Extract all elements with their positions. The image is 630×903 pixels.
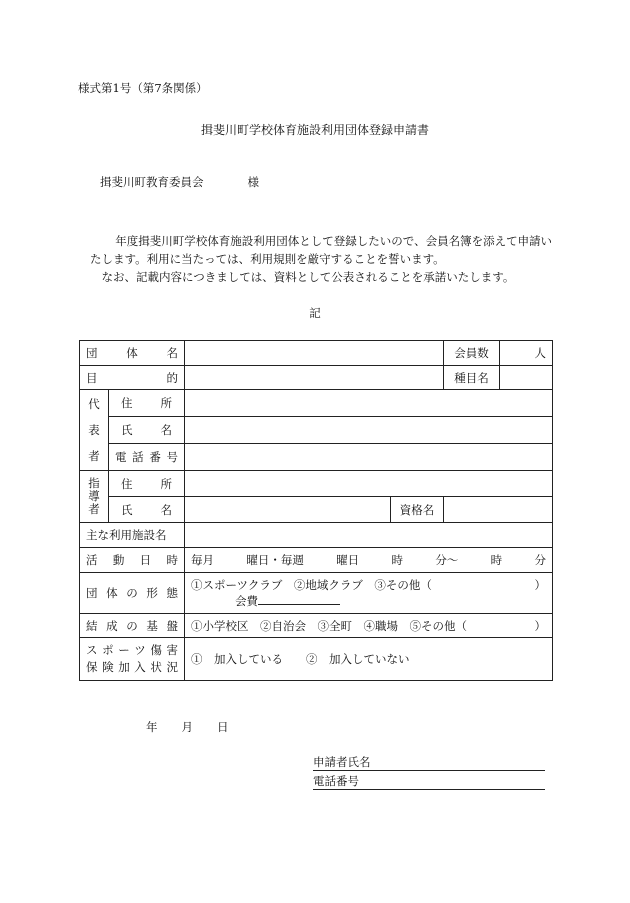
- body-paragraph-1: 年度揖斐川町学校体育施設利用団体として登録したいので、会員名簿を添えて申請いたします。利用に当たっては、利用規則を厳守することを誓います。: [90, 234, 553, 266]
- label-char: 毎月: [191, 553, 214, 567]
- label-char: の: [126, 586, 138, 600]
- label-char: 月: [181, 720, 193, 734]
- label-char: 氏: [121, 423, 133, 437]
- label-char: 名: [160, 423, 172, 437]
- field-rep-address[interactable]: [185, 390, 553, 417]
- label-char: 保: [86, 660, 98, 674]
- label-char: 団: [86, 586, 98, 600]
- field-group-name[interactable]: [185, 341, 444, 366]
- label-char: 体: [126, 346, 138, 360]
- label-char: 分: [534, 553, 546, 567]
- addressee-name: 揖斐川町教育委員会: [100, 175, 204, 189]
- label-char: 盤: [166, 618, 178, 633]
- row-group-name: [80, 341, 553, 366]
- label-char: 加: [118, 660, 130, 674]
- label-char: 代: [88, 397, 100, 411]
- date-line: [146, 719, 229, 735]
- body-paragraph-2: なお、記載内容につきましては、資料として公表されることを承諾いたします。: [101, 270, 515, 284]
- label-char: ー: [118, 643, 130, 657]
- label-rep-name: [109, 417, 185, 444]
- ki-heading: 記: [309, 306, 321, 320]
- field-insurance[interactable]: [185, 638, 553, 681]
- label-char: ツ: [134, 643, 146, 657]
- row-rep-address: [80, 390, 553, 417]
- label-char: 目: [86, 370, 98, 385]
- label-char: 基: [146, 618, 158, 633]
- field-main-facility[interactable]: [185, 523, 553, 548]
- label-char: 住: [121, 476, 133, 491]
- applicant-name-label: 申請者氏名: [313, 755, 371, 769]
- membership-fee-line[interactable]: [258, 604, 340, 605]
- label-insurance: [80, 638, 185, 681]
- applicant-name-line[interactable]: [313, 755, 545, 771]
- label-char: 表: [88, 423, 100, 437]
- row-main-facility: [80, 523, 553, 548]
- row-insurance: [80, 638, 553, 681]
- row-inst-name: [80, 497, 553, 523]
- label-char: ス: [86, 643, 98, 657]
- label-char: 名: [160, 502, 172, 517]
- label-instructor: [80, 471, 109, 523]
- label-group-form: [80, 573, 185, 614]
- label-char: 者: [88, 502, 100, 516]
- label-char: 害: [166, 643, 178, 657]
- label-representative: [80, 390, 109, 471]
- label-qualification: 資格名: [391, 497, 444, 523]
- label-event-name: 種目名: [444, 366, 500, 389]
- field-inst-name[interactable]: [185, 497, 391, 523]
- label-char: 導: [88, 489, 100, 503]
- label-char: 曜日: [336, 553, 360, 567]
- label-rep-phone: [109, 444, 185, 471]
- label-activity: [80, 548, 185, 573]
- label-char: 号: [166, 450, 178, 464]
- group-form-options: ①スポーツクラブ ②地域クラブ ③その他（: [191, 578, 432, 592]
- label-char: 曜日・毎週: [246, 553, 304, 567]
- application-table: [79, 340, 553, 681]
- field-event-name[interactable]: [500, 366, 552, 389]
- member-count-cell: [444, 341, 553, 366]
- label-char: 険: [102, 660, 114, 674]
- label-char: ポ: [102, 643, 114, 657]
- label-char: 時: [166, 553, 178, 567]
- label-char: 話: [132, 450, 144, 464]
- field-rep-name[interactable]: [185, 417, 553, 444]
- row-purpose: [80, 366, 553, 390]
- label-char: 年: [146, 720, 158, 734]
- label-char: 形: [146, 586, 158, 600]
- formation-close: ）: [534, 618, 546, 633]
- field-rep-phone[interactable]: [185, 444, 553, 471]
- insurance-options: ① 加入している ② 加入していない: [191, 652, 410, 666]
- addressee-honorific: 様: [247, 175, 259, 189]
- row-formation: [80, 614, 553, 638]
- label-char: 時: [490, 553, 503, 567]
- member-unit: 人: [534, 346, 546, 360]
- field-inst-address[interactable]: [185, 471, 553, 497]
- applicant-phone-line[interactable]: [313, 774, 545, 790]
- label-char: 電: [115, 450, 127, 464]
- label-char: 分〜: [435, 553, 459, 567]
- label-char: 成: [106, 618, 118, 633]
- label-char: 日: [217, 720, 229, 734]
- row-inst-address: [80, 471, 553, 497]
- row-group-form: [80, 573, 553, 614]
- label-member-count: 会員数: [444, 341, 500, 365]
- field-purpose[interactable]: [185, 366, 444, 390]
- label-char: 結: [86, 618, 98, 633]
- label-char: 団: [86, 346, 98, 360]
- field-qualification[interactable]: [444, 497, 553, 523]
- label-char: 的: [166, 370, 178, 385]
- label-char: の: [126, 618, 138, 633]
- field-formation[interactable]: [185, 614, 553, 638]
- label-char: 時: [391, 553, 403, 567]
- row-activity: [80, 548, 553, 573]
- label-char: 日: [139, 553, 152, 567]
- label-char: 住: [121, 396, 133, 410]
- field-group-form[interactable]: [185, 573, 553, 614]
- label-formation: [80, 614, 185, 638]
- formation-options: ①小学校区 ②自治会 ③全町 ④職場 ⑤その他（: [191, 618, 467, 633]
- field-activity[interactable]: [185, 548, 553, 573]
- label-rep-address: [109, 390, 185, 417]
- form-number: 様式第1号（第7条関係）: [78, 81, 208, 95]
- event-name-cell: [444, 366, 553, 390]
- label-char: 状: [150, 660, 162, 674]
- addressee: [100, 174, 259, 190]
- label-char: 況: [166, 660, 178, 674]
- document-title: 揖斐川町学校体育施設利用団体登録申請書: [200, 123, 429, 137]
- label-char: 体: [106, 586, 118, 600]
- row-rep-phone: [80, 444, 553, 471]
- label-char: 活: [86, 553, 98, 567]
- label-purpose: [80, 366, 185, 390]
- field-member-count[interactable]: [500, 341, 552, 365]
- label-char: 入: [134, 660, 146, 674]
- label-char: 指: [88, 476, 100, 490]
- label-char: 氏: [121, 502, 133, 517]
- label-inst-address: [109, 471, 185, 497]
- membership-fee-label: 会費: [235, 594, 258, 608]
- label-char: 名: [166, 346, 178, 360]
- label-group-name: [80, 341, 185, 366]
- label-char: 傷: [150, 643, 162, 657]
- label-inst-name: [109, 497, 185, 523]
- label-char: 者: [88, 449, 100, 463]
- group-form-close: ）: [534, 578, 546, 592]
- label-char: 番: [149, 450, 161, 464]
- label-char: 所: [160, 396, 172, 410]
- label-char: 動: [112, 553, 125, 567]
- label-char: 態: [166, 586, 178, 600]
- applicant-phone-label: 電話番号: [313, 774, 359, 788]
- label-char: 所: [160, 476, 172, 491]
- row-rep-name: [80, 417, 553, 444]
- label-main-facility: 主な利用施設名: [80, 523, 185, 548]
